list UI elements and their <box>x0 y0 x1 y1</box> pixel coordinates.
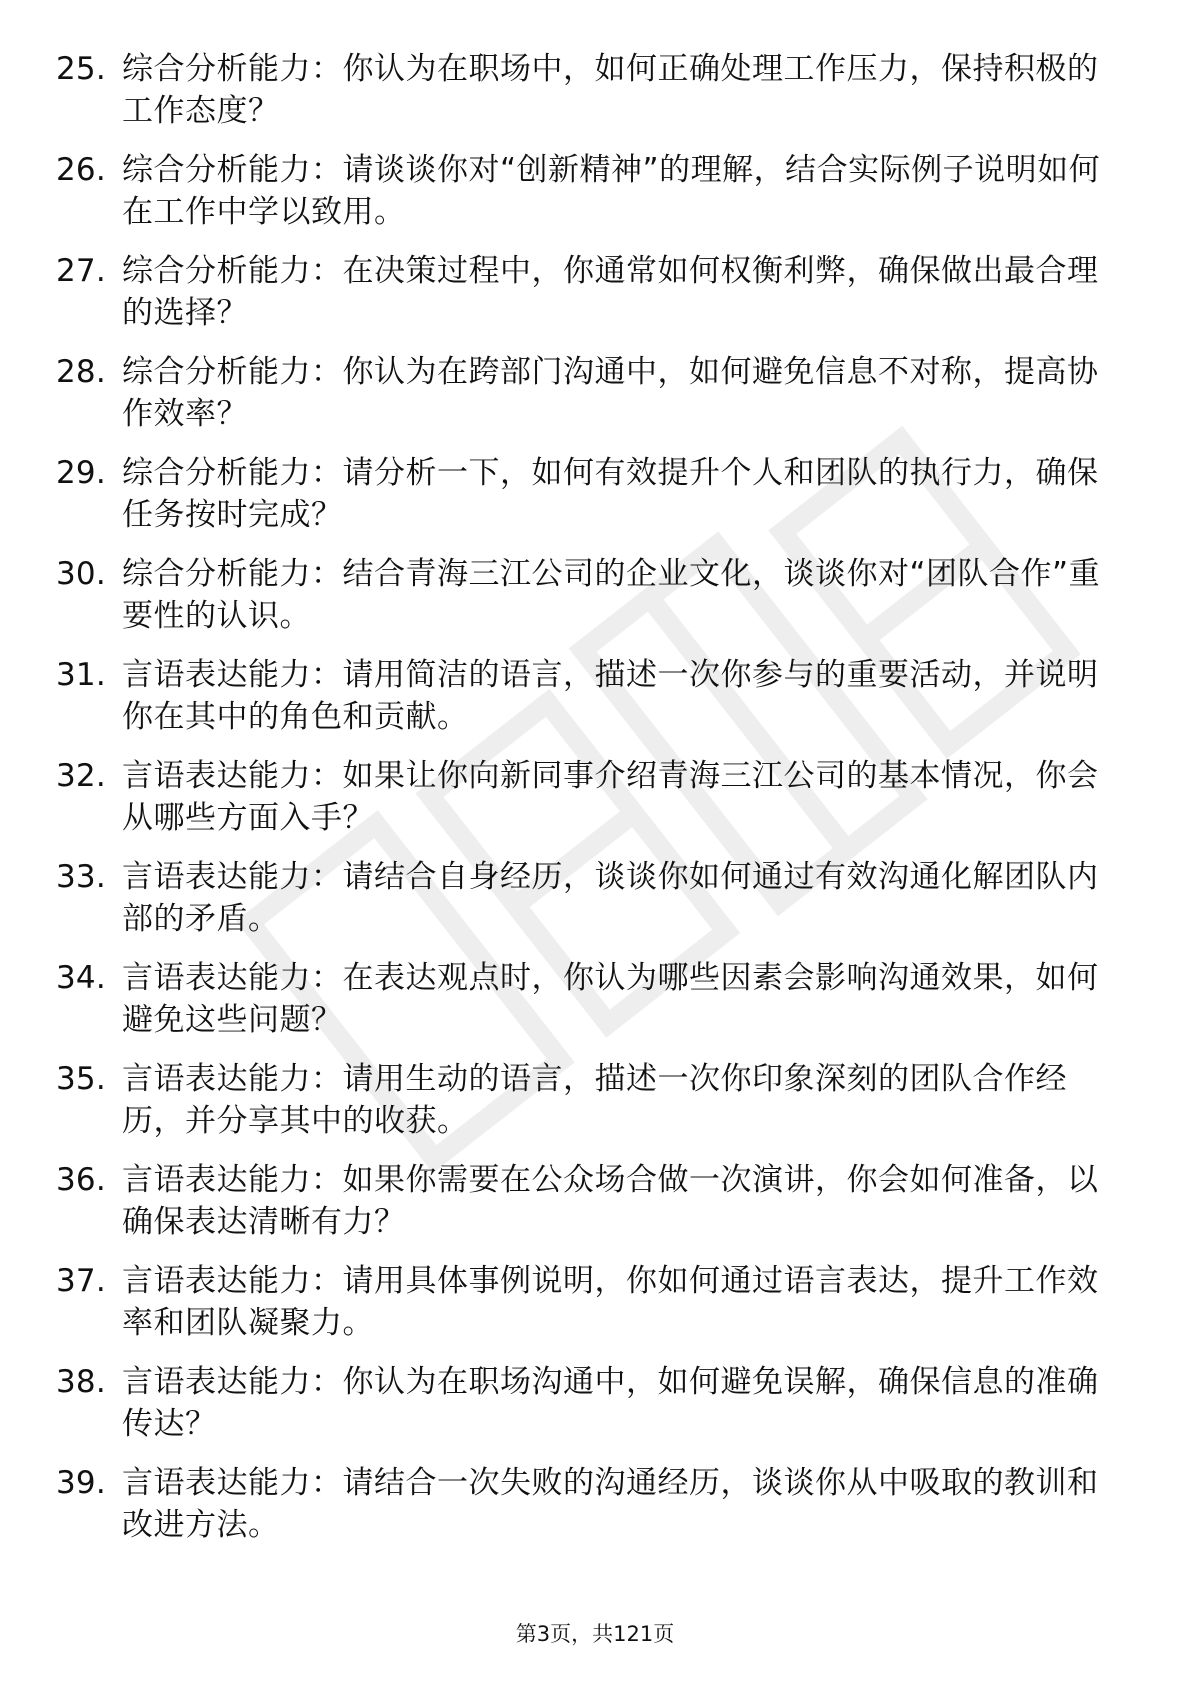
question-text: 言语表达能力：你认为在职场沟通中，如何避免误解，确保信息的准确传达？ <box>122 1364 1099 1442</box>
page-number: 第3页，共121页 <box>515 1622 675 1646</box>
question-number: 39. <box>56 1465 106 1501</box>
question-item <box>56 1462 1116 1563</box>
question-number: 31. <box>56 657 106 693</box>
question-list <box>56 48 1116 1563</box>
question-text: 综合分析能力：你认为在跨部门沟通中，如何避免信息不对称，提高协作效率？ <box>122 354 1099 432</box>
question-number: 25. <box>56 51 106 87</box>
question-item <box>56 1058 1116 1159</box>
question-number: 30. <box>56 556 106 592</box>
question-number: 29. <box>56 455 106 491</box>
question-text: 言语表达能力：如果你需要在公众场合做一次演讲，你会如何准备，以确保表达清晰有力？ <box>122 1162 1099 1240</box>
question-number: 38. <box>56 1364 106 1400</box>
question-number: 27. <box>56 253 106 289</box>
question-item <box>56 1361 1116 1462</box>
question-item <box>56 48 1116 149</box>
question-text: 言语表达能力：请结合自身经历，谈谈你如何通过有效沟通化解团队内部的矛盾。 <box>122 859 1099 937</box>
question-item <box>56 1260 1116 1361</box>
question-text: 综合分析能力：在决策过程中，你通常如何权衡利弊，确保做出最合理的选择？ <box>122 253 1099 331</box>
question-item <box>56 654 1116 755</box>
page-footer <box>0 1620 1190 1648</box>
question-number: 36. <box>56 1162 106 1198</box>
question-text: 言语表达能力：请用简洁的语言，描述一次你参与的重要活动，并说明你在其中的角色和贡献。 <box>122 657 1099 735</box>
question-number: 35. <box>56 1061 106 1097</box>
question-item <box>56 755 1116 856</box>
question-text: 言语表达能力：请结合一次失败的沟通经历，谈谈你从中吸取的教训和改进方法。 <box>122 1465 1099 1543</box>
question-item <box>56 351 1116 452</box>
question-item <box>56 553 1116 654</box>
question-text: 综合分析能力：结合青海三江公司的企业文化，谈谈你对“团队合作”重要性的认识。 <box>122 556 1101 634</box>
question-item <box>56 856 1116 957</box>
question-text: 言语表达能力：请用具体事例说明，你如何通过语言表达，提升工作效率和团队凝聚力。 <box>122 1263 1099 1341</box>
question-item <box>56 149 1116 250</box>
question-number: 33. <box>56 859 106 895</box>
question-number: 28. <box>56 354 106 390</box>
question-item <box>56 957 1116 1058</box>
question-number: 34. <box>56 960 106 996</box>
question-text: 言语表达能力：在表达观点时，你认为哪些因素会影响沟通效果，如何避免这些问题？ <box>122 960 1099 1038</box>
question-item <box>56 452 1116 553</box>
question-number: 32. <box>56 758 106 794</box>
question-number: 37. <box>56 1263 106 1299</box>
question-text: 综合分析能力：你认为在职场中，如何正确处理工作压力，保持积极的工作态度？ <box>122 51 1099 129</box>
question-text: 综合分析能力：请谈谈你对“创新精神”的理解，结合实际例子说明如何在工作中学以致用。 <box>122 152 1101 230</box>
question-item <box>56 250 1116 351</box>
question-number: 26. <box>56 152 106 188</box>
question-item <box>56 1159 1116 1260</box>
question-text: 言语表达能力：请用生动的语言，描述一次你印象深刻的团队合作经历，并分享其中的收获。 <box>122 1061 1067 1139</box>
question-text: 综合分析能力：请分析一下，如何有效提升个人和团队的执行力，确保任务按时完成？ <box>122 455 1099 533</box>
question-text: 言语表达能力：如果让你向新同事介绍青海三江公司的基本情况，你会从哪些方面入手？ <box>122 758 1099 836</box>
